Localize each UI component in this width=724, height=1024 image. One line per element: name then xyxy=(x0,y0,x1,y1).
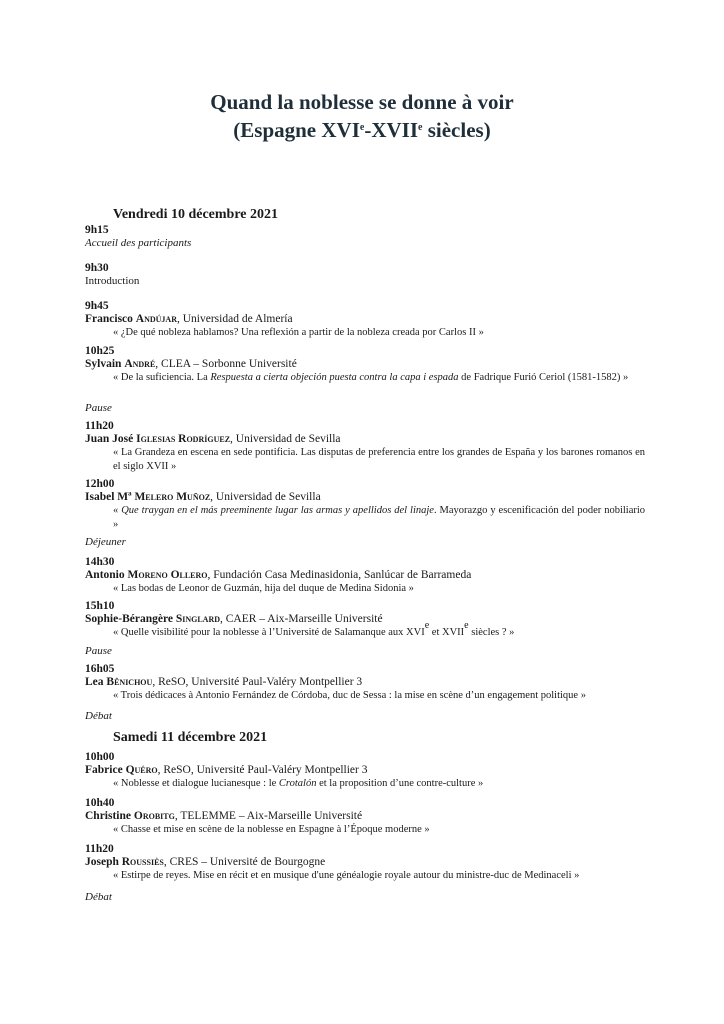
talk-title xyxy=(85,371,645,385)
talk-title: « ¿De qué nobleza hablamos? Una reflexión a partir de la nobleza creada por Carlos II » xyxy=(113,327,484,338)
speaker-first: Christine xyxy=(85,810,134,822)
speaker-last: Andújar xyxy=(135,313,177,325)
talk-part: « De la suficiencia. La xyxy=(113,372,211,383)
speaker-affiliation: , CAER – Aix-Marseille Université xyxy=(220,613,383,625)
talk-title xyxy=(85,504,645,532)
talk-part: de Fadrique Furió Ceriol (1581-1582) » xyxy=(458,372,629,383)
session-time: 11h20 xyxy=(85,420,114,432)
session-time: 15h10 xyxy=(85,600,115,612)
speaker-affiliation: , CLEA – Sorbonne Université xyxy=(155,358,297,370)
title-open: (Espagne xyxy=(233,118,322,142)
session-time: 16h05 xyxy=(85,663,115,675)
talk-italic: Respuesta a cierta objeción puesta contra la capa i espada xyxy=(210,372,459,383)
speaker-first: Sophie-Bérangère xyxy=(85,613,176,625)
title-dash: - xyxy=(364,118,372,142)
speaker xyxy=(85,856,645,869)
talk-title xyxy=(85,777,645,791)
title-close: siècles) xyxy=(422,118,491,142)
talk-title: « Estirpe de reyes. Mise en récit et en musique d'une généalogie royale autour du ministre-duc de Medinaceli » xyxy=(113,870,580,881)
century-17: XVII xyxy=(371,118,419,142)
talk-part: « xyxy=(113,505,122,516)
talk-part: . Mayorazgo y escenificación del poder nobiliario » xyxy=(113,505,646,530)
speaker xyxy=(85,313,645,326)
session-9h30 xyxy=(85,262,645,288)
session-time: 14h30 xyxy=(85,556,115,568)
speaker-first: Antonio xyxy=(85,569,128,581)
century-16-sup: e xyxy=(359,122,365,133)
session-time: 11h20 xyxy=(85,843,114,855)
speaker xyxy=(85,433,645,446)
session-10h40 xyxy=(85,797,645,837)
speaker-first: Fabrice xyxy=(85,764,126,776)
speaker xyxy=(85,358,645,371)
talk-part: « Quelle visibilité pour la noblesse à l’Université de Salamanque aux XVI xyxy=(113,627,425,638)
speaker xyxy=(85,491,645,504)
talk-italic: Crotalón xyxy=(278,778,317,789)
talk-part: et XVII xyxy=(429,627,465,638)
speaker-last: Orobitg xyxy=(133,810,175,822)
talk-title: « Las bodas de Leonor de Guzmán, hija del duque de Medina Sidonia » xyxy=(113,583,414,594)
speaker-last: André xyxy=(124,358,156,370)
speaker-affiliation: , CRES – Université de Bourgogne xyxy=(163,856,326,868)
day-friday-heading: Vendredi 10 décembre 2021 xyxy=(113,207,279,222)
speaker-first: Joseph xyxy=(85,856,122,868)
session-10h00 xyxy=(85,751,645,791)
speaker xyxy=(85,613,645,626)
break-debat: Débat xyxy=(85,891,112,903)
speaker-first: Lea xyxy=(85,676,107,688)
talk-italic: Que traygan en el más preeminente lugar las armas y apellidos del linaje xyxy=(121,505,434,516)
speaker-affiliation: , Fundación Casa Medinasidonia, Sanlúcar de Barrameda xyxy=(207,569,472,581)
talk-title: « Chasse et mise en scène de la noblesse en Espagne à l’Époque moderne » xyxy=(113,824,430,835)
speaker xyxy=(85,764,645,777)
title-line-1: Quand la noblesse se donne à voir xyxy=(210,90,514,114)
break-debat: Débat xyxy=(85,710,112,722)
century-16: XVI xyxy=(321,118,360,142)
session-9h45 xyxy=(85,300,645,340)
speaker xyxy=(85,676,645,689)
session-9h15 xyxy=(85,224,645,250)
talk-title: « La Grandeza en escena en sede pontificia. Las disputas de preferencia entre los grandes de España y los barones romanos en el siglo XVII » xyxy=(113,447,645,472)
speaker-last: Roussiès xyxy=(121,856,164,868)
title-line-2 xyxy=(0,116,724,144)
speaker-last: Iglesias Rodríguez xyxy=(136,433,231,445)
speaker-affiliation: , ReSO, Université Paul-Valéry Montpellier 3 xyxy=(157,764,368,776)
day-saturday-heading: Samedi 11 décembre 2021 xyxy=(113,730,268,745)
session-time: 9h30 xyxy=(85,262,109,274)
session-time: 12h00 xyxy=(85,478,115,490)
session-11h20 xyxy=(85,420,645,474)
session-14h30 xyxy=(85,556,645,596)
speaker-last: Quéro xyxy=(125,764,158,776)
break-pause: Pause xyxy=(85,645,112,657)
session-time: 9h15 xyxy=(85,224,109,236)
speaker-affiliation: , Universidad de Almería xyxy=(176,313,293,325)
speaker-affiliation: , Universidad de Sevilla xyxy=(210,491,321,503)
session-time: 10h25 xyxy=(85,345,115,357)
session-time: 10h00 xyxy=(85,751,115,763)
talk-sup: e xyxy=(424,620,430,631)
session-12h00 xyxy=(85,478,645,532)
speaker-affiliation: , Universidad de Sevilla xyxy=(230,433,341,445)
speaker-first: Francisco xyxy=(85,313,136,325)
speaker xyxy=(85,810,645,823)
speaker xyxy=(85,569,645,582)
talk-title: « Trois dédicaces à Antonio Fernández de Córdoba, duc de Sessa : la mise en scène d’un engagement politique » xyxy=(113,690,586,701)
session-15h10 xyxy=(85,600,645,640)
speaker-last: Bênichou xyxy=(106,676,153,688)
break-dejeuner: Déjeuner xyxy=(85,536,126,548)
session-time: 9h45 xyxy=(85,300,109,312)
session-11h20-saturday xyxy=(85,843,645,883)
talk-part: et la proposition d’une contre-culture » xyxy=(316,778,484,789)
session-10h25 xyxy=(85,345,645,385)
speaker-last: Singlard xyxy=(175,613,221,625)
speaker-first: Isabel Mª xyxy=(85,491,135,503)
speaker-affiliation: , TELEMME – Aix-Marseille Université xyxy=(174,810,363,822)
session-text: Accueil des participants xyxy=(85,237,192,249)
speaker-last: Moreno Ollero xyxy=(127,569,208,581)
session-16h05 xyxy=(85,663,645,703)
century-17-sup: e xyxy=(418,122,423,133)
speaker-first: Sylvain xyxy=(85,358,125,370)
talk-part: « Noblesse et dialogue lucianesque : le xyxy=(113,778,279,789)
speaker-first: Juan José xyxy=(85,433,137,445)
break-pause: Pause xyxy=(85,402,112,414)
speaker-last: Melero Muñoz xyxy=(134,491,211,503)
session-text: Introduction xyxy=(85,275,140,287)
speaker-affiliation: , ReSO, Université Paul-Valéry Montpellier 3 xyxy=(152,676,363,688)
talk-title xyxy=(85,620,645,640)
talk-sup: e xyxy=(464,620,469,631)
session-time: 10h40 xyxy=(85,797,115,809)
talk-part: siècles ? » xyxy=(468,627,515,638)
